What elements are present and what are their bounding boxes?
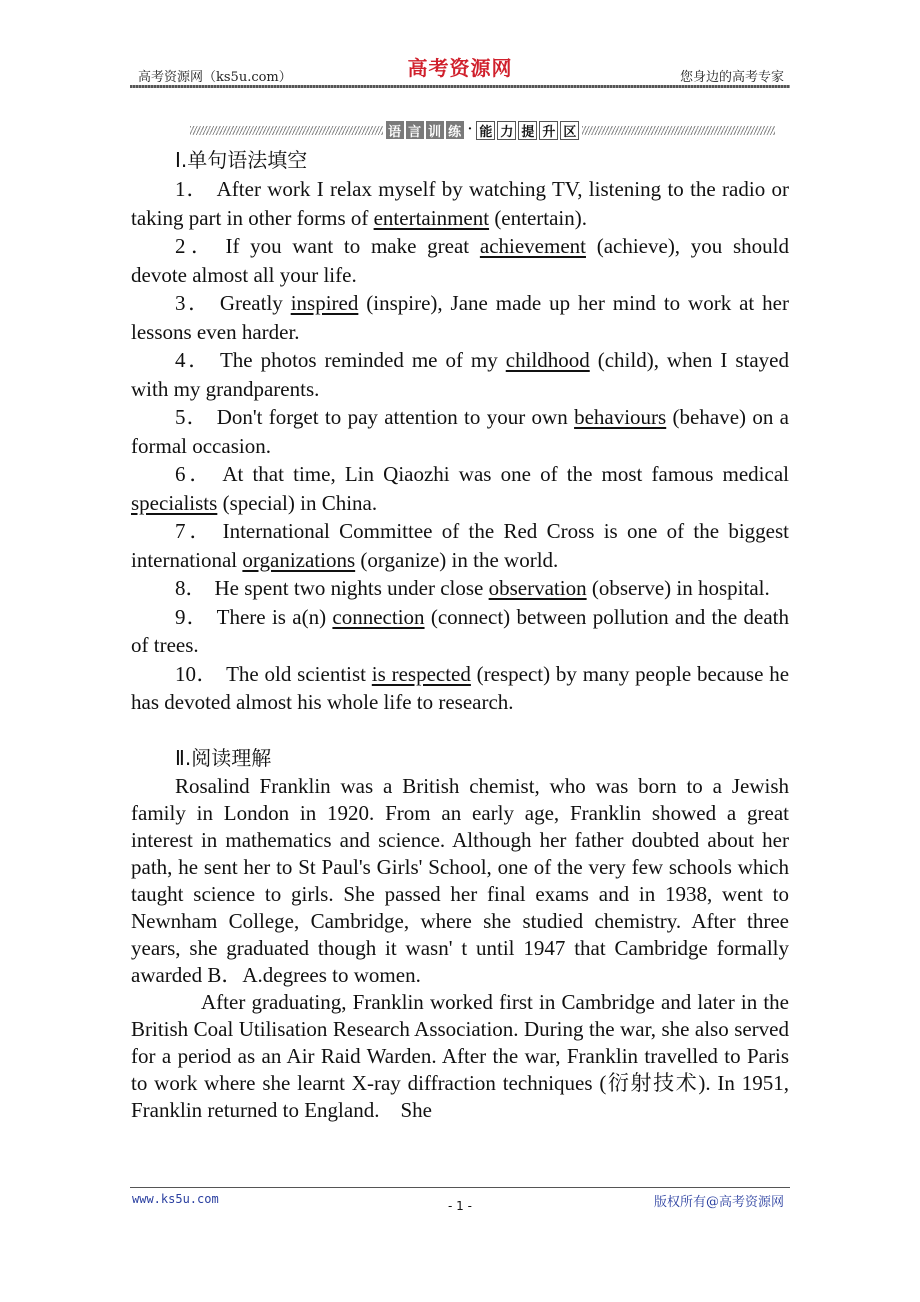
banner-label bbox=[386, 121, 580, 140]
answer-blank: achievement bbox=[479, 234, 586, 258]
question-item: 8． He spent two nights under close observation (observe) in hospital. bbox=[175, 576, 770, 600]
question-item: 3． Greatly inspired (inspire), Jane made up her mind to work at her lessons even harder. bbox=[131, 291, 789, 344]
question-item: 2． If you want to make great achievement (achieve), you should devote almost all your life. bbox=[131, 234, 790, 287]
question-item: 6． At that time, Lin Qiaozhi was one of the most famous medical specialists (special) in China. bbox=[131, 462, 789, 515]
header-divider bbox=[130, 85, 790, 88]
question-item: 10． The old scientist is respected (respect) by many people because he has devoted almost his whole life to research. bbox=[131, 661, 790, 714]
answer-blank: inspired bbox=[290, 291, 359, 315]
banner-tile: 区 bbox=[560, 121, 579, 140]
footer-url-link[interactable]: www.ks5u.com bbox=[132, 1192, 219, 1206]
banner-tile: 力 bbox=[497, 121, 516, 140]
question-item: 5． Don't forget to pay attention to your own behaviours (behave) on a formal occasion. bbox=[131, 405, 789, 458]
footer-copyright: 版权所有@高考资源网 bbox=[653, 1195, 784, 1210]
header-logo: 高考资源网 bbox=[407, 56, 513, 80]
banner-separator: · bbox=[467, 122, 473, 137]
question-item: 1． After work I relax myself by watching TV, listening to the radio or taking part in other forms of entertainment (entertain). bbox=[131, 177, 790, 230]
reading-paragraph: After graduating, Franklin worked first in Cambridge and later in the British Coal Utilisation Research Association. During the war, she also served for a period as an Air Raid Warden. After the war, Franklin travelled to Paris to work where she learnt X-ray diffraction techniques (衍射技术). In 1951, Franklin returned to England. She bbox=[131, 989, 789, 1122]
spacer bbox=[131, 717, 789, 743]
answer-blank: connection bbox=[332, 604, 425, 629]
banner-hatch-left bbox=[190, 126, 383, 135]
answer-blank: is respected bbox=[371, 661, 471, 686]
section-title-grammar: Ⅰ.单句语法填空 bbox=[175, 148, 308, 172]
section-banner bbox=[190, 118, 775, 142]
page-header bbox=[130, 52, 790, 88]
question-item: 9． There is a(n) connection (connect) between pollution and the death of trees. bbox=[131, 604, 790, 657]
reading-paragraph: Rosalind Franklin was a British chemist, who was born to a Jewish family in London in 1920. From an early age, Franklin showed a great interest in mathematics and science. Although her father doubted about her path, he sent her to St Paul's Girls' School, one of the very few schools which taught science to girls. She passed her final exams and in 1938, went to Newnham College, Cambridge, where she studied chemistry. After three years, she graduated though it wasn' t until 1947 that Cambridge formally awarded B．A.degrees to women. bbox=[131, 773, 789, 987]
banner-tile: 提 bbox=[518, 121, 537, 140]
answer-blank: childhood bbox=[505, 348, 590, 372]
banner-tile: 训 bbox=[426, 121, 444, 139]
question-item: 7． International Committee of the Red Cross is one of the biggest international organizations (organize) in the world. bbox=[131, 519, 789, 572]
banner-tile: 升 bbox=[539, 121, 558, 140]
banner-tile: 语 bbox=[386, 121, 404, 139]
header-slogan: 您身边的高考专家 bbox=[679, 70, 784, 85]
header-site-name: 高考资源网（ks5u.com） bbox=[138, 70, 292, 85]
answer-blank: behaviours bbox=[574, 405, 667, 429]
banner-hatch-right bbox=[582, 126, 775, 135]
answer-blank: observation bbox=[488, 576, 587, 600]
banner-tile: 练 bbox=[446, 121, 464, 139]
footer-divider bbox=[130, 1187, 790, 1188]
page-number: - 1 - bbox=[448, 1199, 472, 1213]
answer-blank: specialists bbox=[131, 490, 218, 515]
question-item: 4． The photos reminded me of my childhood (child), when I stayed with my grandparents. bbox=[131, 348, 789, 401]
banner-tile: 言 bbox=[406, 121, 424, 139]
banner-tile: 能 bbox=[476, 121, 495, 140]
answer-blank: organizations bbox=[242, 547, 356, 572]
section-title-reading: Ⅱ.阅读理解 bbox=[175, 745, 272, 770]
answer-blank: entertainment bbox=[373, 205, 490, 230]
document-body bbox=[131, 145, 789, 1124]
